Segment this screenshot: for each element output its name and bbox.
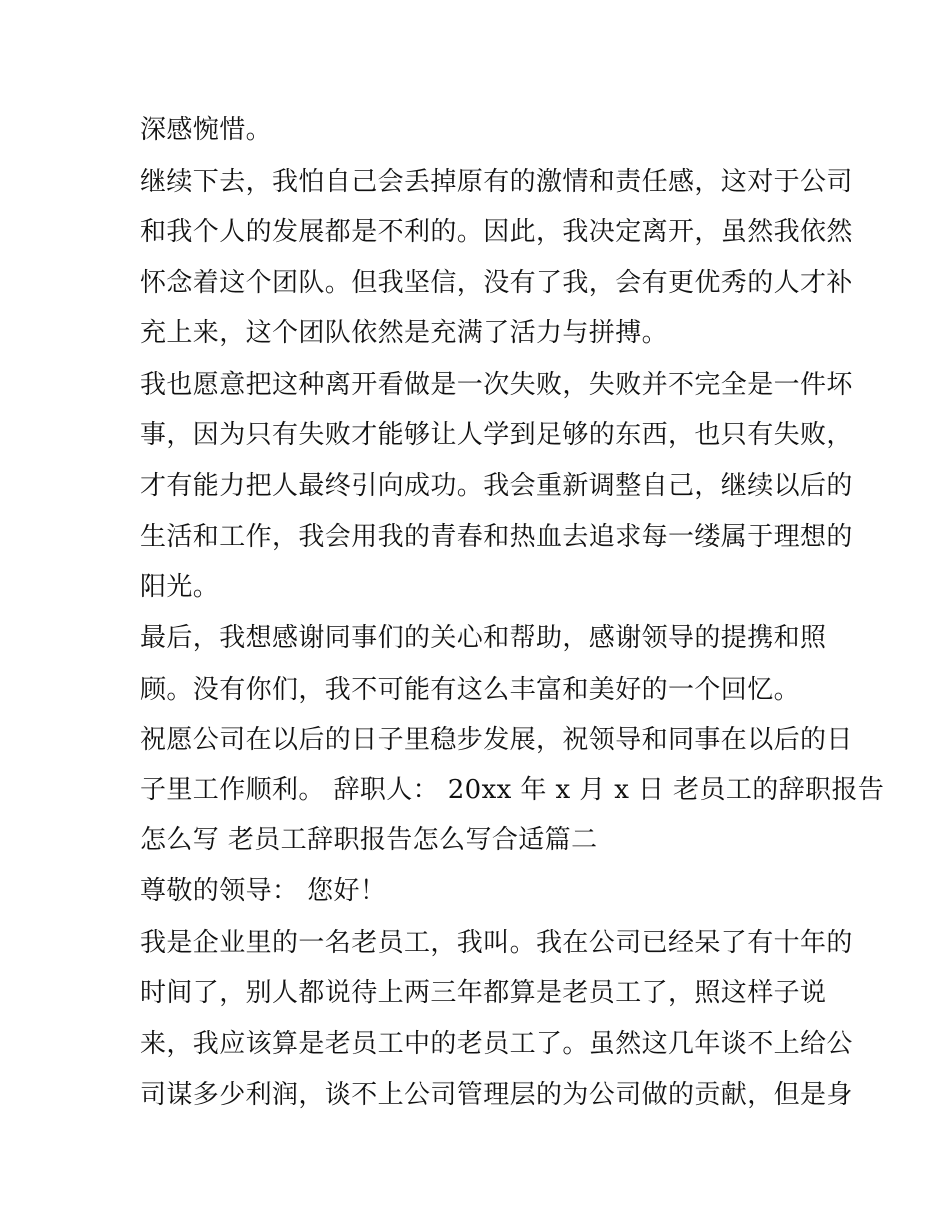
text-line: 子里工作顺利。 辞职人： 20xx 年 x 月 x 日 老员工的辞职报告 (140, 775, 885, 805)
text-line: 我是企业里的一名老员工，我叫。我在公司已经呆了有十年的 (140, 928, 853, 958)
text-line: 来，我应该算是老员工中的老员工了。虽然这几年谈不上给公 (140, 1029, 853, 1059)
text-line: 充上来，这个团队依然是充满了活力与拼搏。 (140, 318, 669, 348)
text-line: 事，因为只有失败才能够让人学到足够的东西，也只有失败， (140, 420, 853, 450)
text-line: 怀念着这个团队。但我坚信，没有了我，会有更优秀的人才补 (140, 268, 853, 298)
text-line: 深感惋惜。 (140, 115, 273, 145)
text-line: 尊敬的领导： 您好！ (140, 876, 387, 906)
text-line: 顾。没有你们，我不可能有这么丰富和美好的一个回忆。 (140, 675, 801, 705)
text-line: 继续下去，我怕自己会丢掉原有的激情和责任感，这对于公司 (140, 167, 853, 197)
text-line: 最后，我想感谢同事们的关心和帮助，感谢领导的提携和照 (140, 623, 827, 653)
text-line: 时间了，别人都说待上两三年都算是老员工了，照这样子说 (140, 978, 827, 1008)
text-line: 生活和工作，我会用我的青春和热血去追求每一缕属于理想的 (140, 522, 853, 552)
text-line: 阳光。 (140, 572, 220, 602)
text-line: 才有能力把人最终引向成功。我会重新调整自己，继续以后的 (140, 471, 853, 501)
text-line: 司谋多少利润，谈不上公司管理层的为公司做的贡献，但是身 (140, 1080, 853, 1110)
text-line: 和我个人的发展都是不利的。因此，我决定离开，虽然我依然 (140, 217, 853, 247)
text-line: 祝愿公司在以后的日子里稳步发展，祝领导和同事在以后的日 (140, 725, 853, 755)
text-line: 我也愿意把这种离开看做是一次失败，失败并不完全是一件坏 (140, 370, 853, 400)
text-line: 怎么写 老员工辞职报告怎么写合适篇二 (140, 825, 598, 855)
